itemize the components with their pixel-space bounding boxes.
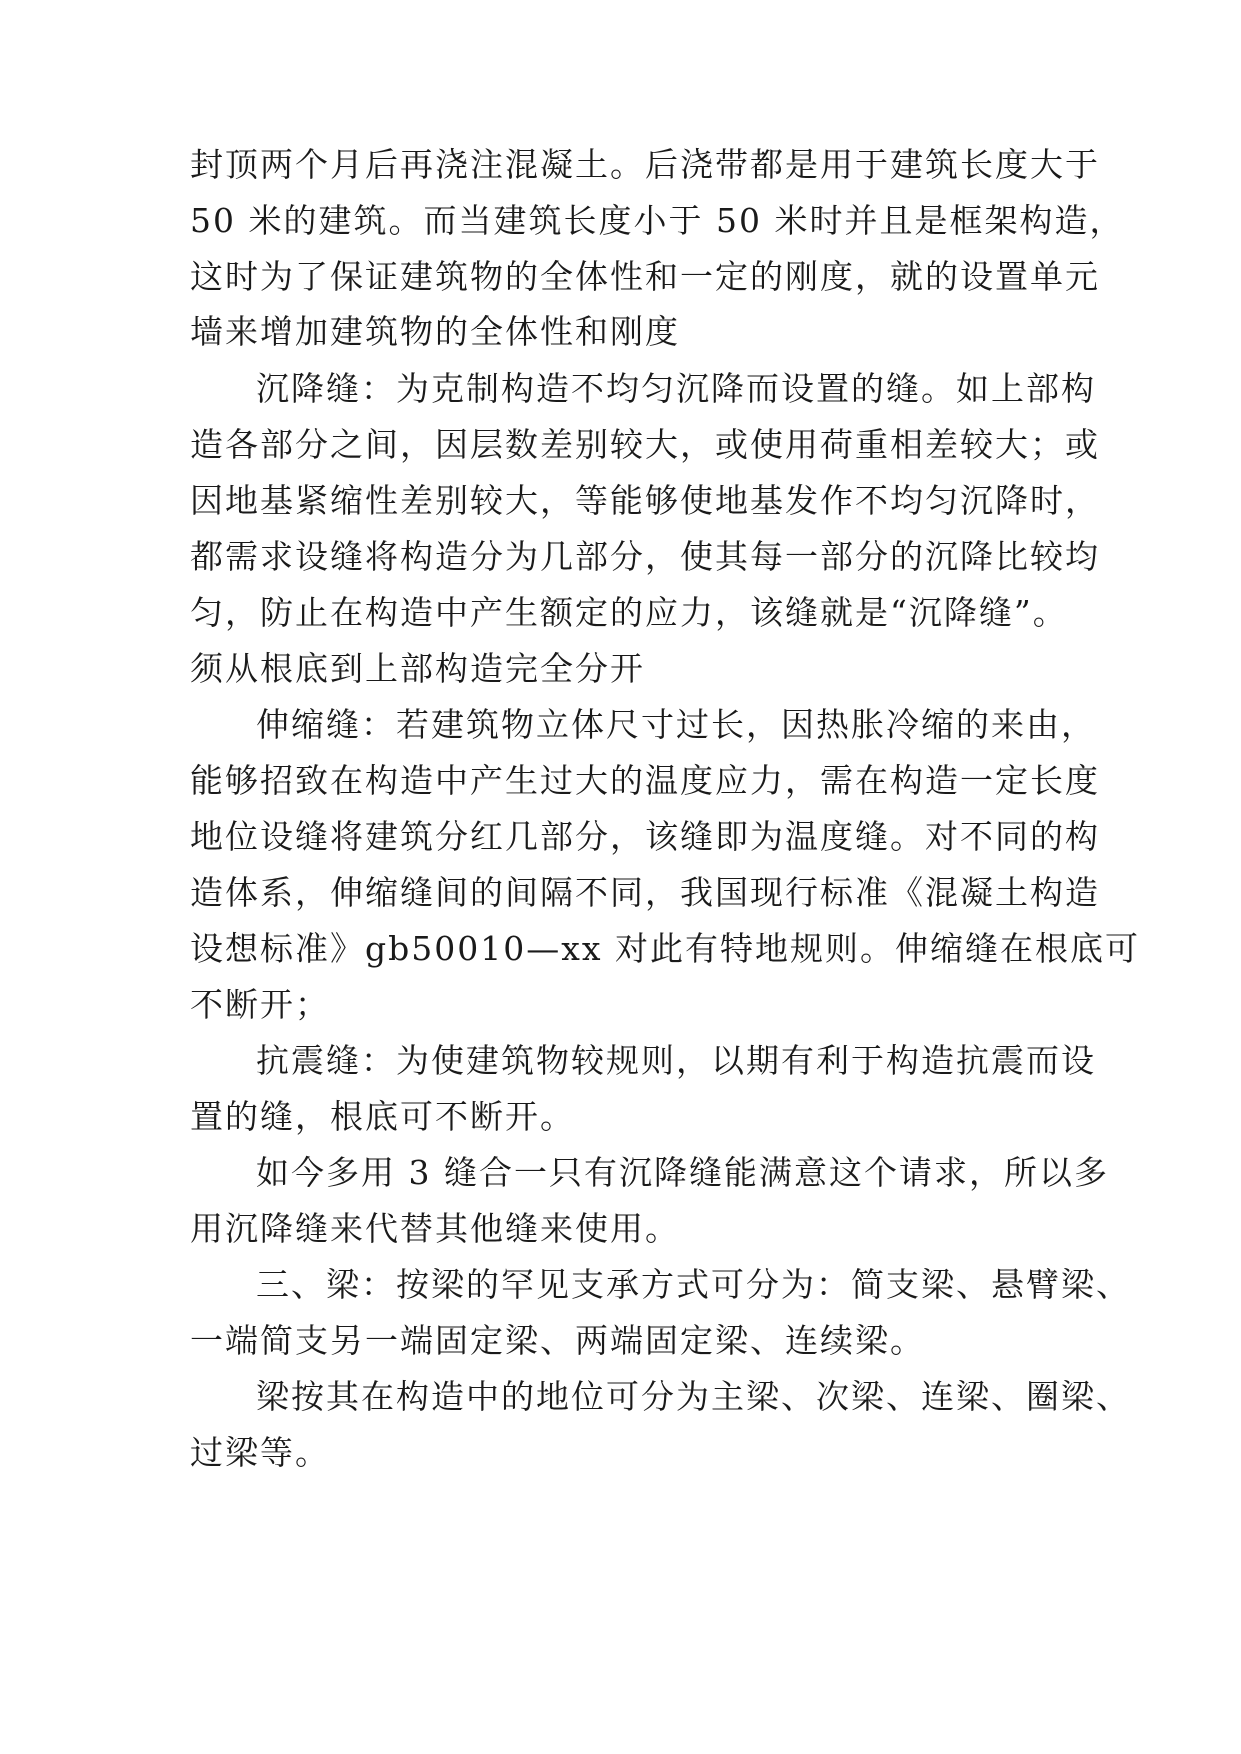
text-line: 造各部分之间，因层数差别较大，或使用荷重相差较大；或: [190, 425, 1100, 464]
text-line: 置的缝，根底可不断开。: [190, 1097, 575, 1136]
text-line: 须从根底到上部构造完全分开: [190, 649, 645, 688]
text-line: 因地基紧缩性差别较大，等能够使地基发作不均匀沉降时，: [190, 481, 1100, 520]
paragraph-start-seismic-joint: 抗震缝：为使建筑物较规则，以期有利于构造抗震而设: [256, 1041, 1096, 1080]
text-line: 造体系，伸缩缝间的间隔不同，我国现行标准《混凝土构造: [190, 873, 1100, 912]
text-line: 封顶两个月后再浇注混凝土。后浇带都是用于建筑长度大于: [190, 145, 1100, 184]
paragraph-start-three-in-one: 如今多用 3 缝合一只有沉降缝能满意这个请求，所以多: [256, 1153, 1109, 1192]
text-line: 用沉降缝来代替其他缝来使用。: [190, 1209, 680, 1248]
text-line: 地位设缝将建筑分红几部分，该缝即为温度缝。对不同的构: [190, 817, 1100, 856]
paragraph-start-settlement-joint: 沉降缝：为克制构造不均匀沉降而设置的缝。如上部构: [256, 369, 1096, 408]
text-line: 匀，防止在构造中产生额定的应力，该缝就是“沉降缝”。: [190, 593, 1068, 632]
text-line: 50 米的建筑。而当建筑长度小于 50 米时并且是框架构造，: [190, 201, 1125, 240]
paragraph-start-beam-position: 梁按其在构造中的地位可分为主梁、次梁、连梁、圈梁、: [256, 1377, 1131, 1416]
text-line: 都需求设缝将构造分为几部分，使其每一部分的沉降比较均: [190, 537, 1100, 576]
text-line: 这时为了保证建筑物的全体性和一定的刚度，就的设置单元: [190, 257, 1100, 296]
paragraph-start-beams: 三、梁：按梁的罕见支承方式可分为：简支梁、悬臂梁、: [256, 1265, 1131, 1304]
text-line: 墙来增加建筑物的全体性和刚度: [190, 312, 680, 351]
text-line: 设想标准》gb50010—xx 对此有特地规则。伸缩缝在根底可: [190, 929, 1140, 968]
text-line: 能够招致在构造中产生过大的温度应力，需在构造一定长度: [190, 761, 1100, 800]
text-line: 过梁等。: [190, 1433, 330, 1472]
text-line: 不断开；: [190, 985, 330, 1024]
paragraph-start-expansion-joint: 伸缩缝：若建筑物立体尺寸过长，因热胀冷缩的来由，: [256, 705, 1096, 744]
text-line: 一端简支另一端固定梁、两端固定梁、连续梁。: [190, 1321, 925, 1360]
